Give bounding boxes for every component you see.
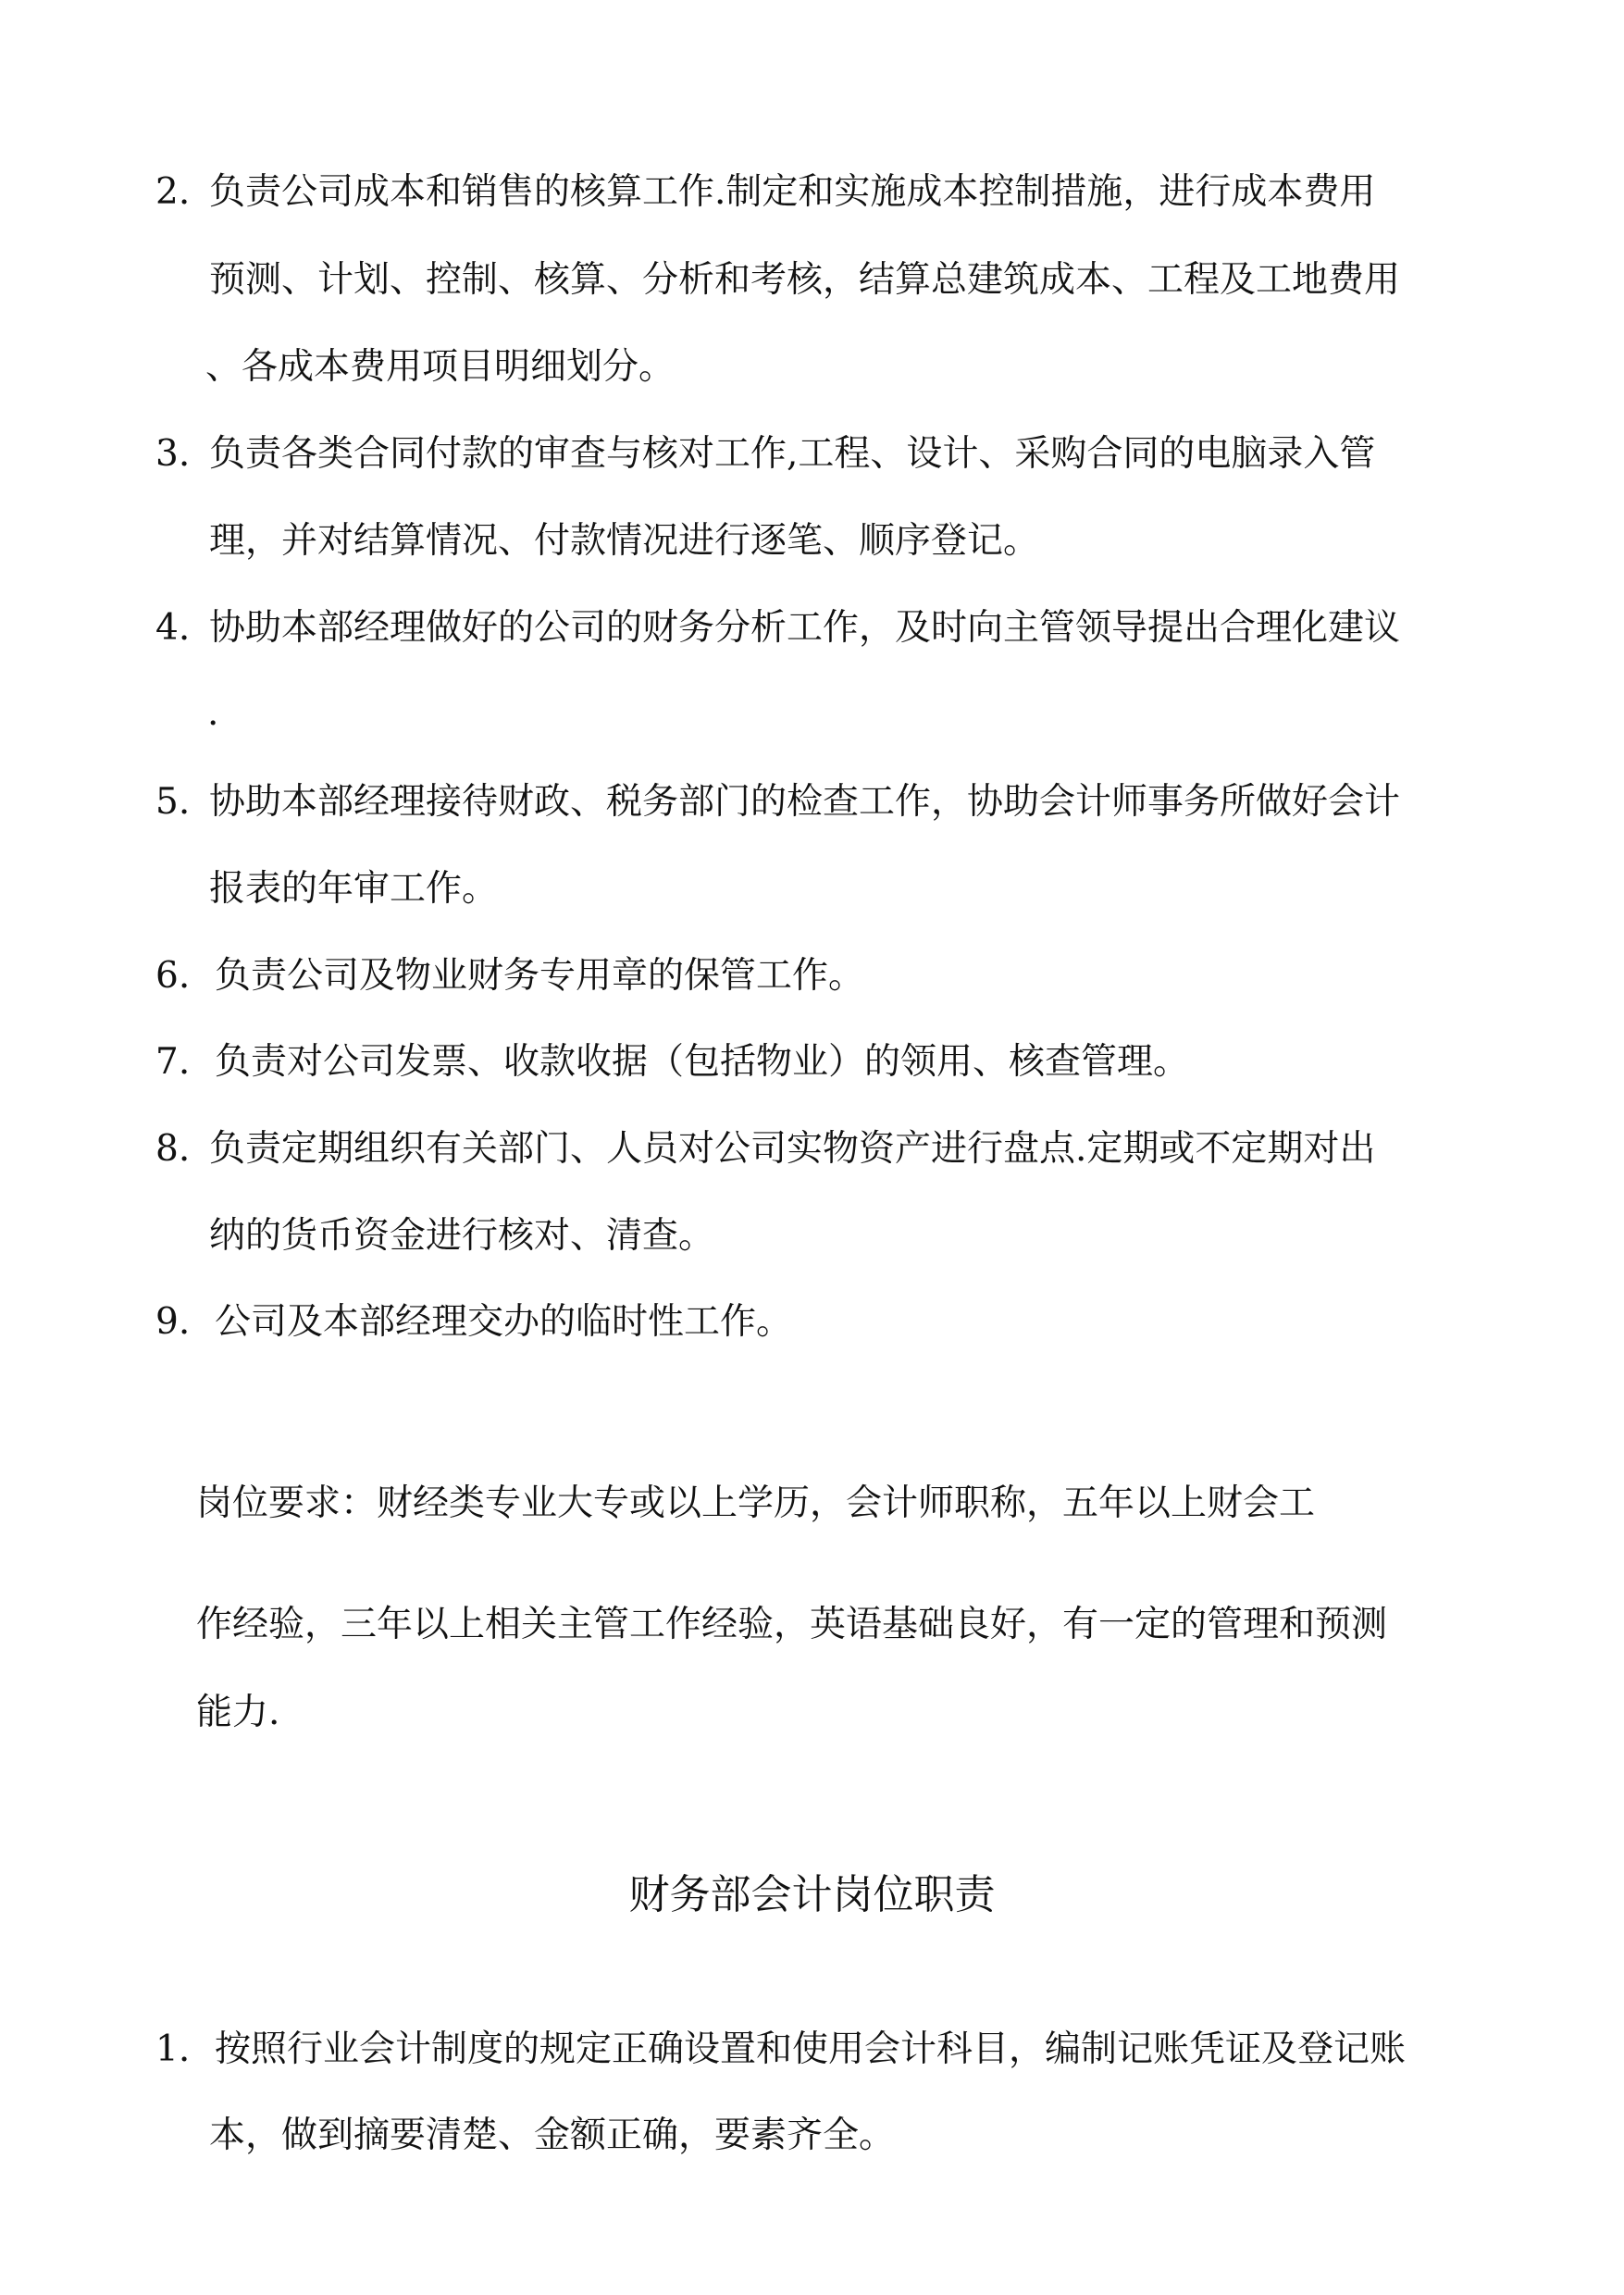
duty-number: 6. [155, 955, 191, 997]
duty-number: 1. [155, 2028, 191, 2070]
duty-text-line: 按照行业会计制度的规定正确设置和使用会计科目，编制记账凭证及登记账 [215, 2028, 1407, 2070]
duty-text-line: 理，并对结算情况、付款情况进行逐笔、顺序登记。 [209, 520, 1040, 562]
section-title: 财务部会计岗位职责 [628, 1871, 996, 1918]
duty-number: 7. [155, 1041, 191, 1083]
requirements-line: 作经验，三年以上相关主管工作经验，英语基础良好，有一定的管理和预测 [196, 1604, 1388, 1645]
requirements-line: 岗位要求：财经类专业大专或以上学历，会计师职称，五年以上财会工 [196, 1482, 1316, 1524]
duty-number: 3. [155, 433, 191, 475]
duty-number: 4. [155, 607, 191, 649]
duty-number: 5. [155, 781, 191, 823]
duty-text-line: 本，做到摘要清楚、金额正确，要素齐全。 [209, 2115, 896, 2156]
duty-text-line: 负责定期组织有关部门、人员对公司实物资产进行盘点.定期或不定期对出 [209, 1128, 1376, 1170]
duty-text-line: 负责公司及物业财务专用章的保管工作。 [215, 955, 865, 997]
duty-number: 8. [155, 1128, 191, 1170]
duty-text-line: . [207, 692, 219, 734]
duty-text-line: 负责对公司发票、收款收据（包括物业）的领用、核查管理。 [215, 1041, 1190, 1083]
duty-text-line: 负责公司成本和销售的核算工作.制定和实施成本控制措施，进行成本费用 [209, 171, 1376, 213]
duty-text-line: 预测、计划、控制、核算、分析和考核，结算总建筑成本、工程及工地费用 [209, 259, 1401, 301]
duty-text-line: 协助本部经理接待财政、税务部门的检查工作，协助会计师事务所做好会计 [209, 781, 1401, 823]
duty-text-line: 、各成本费用项目明细划分。 [205, 346, 676, 388]
duty-text-line: 协助本部经理做好的公司的财务分析工作，及时向主管领导提出合理化建议 [209, 607, 1401, 649]
requirements-line: 能力. [196, 1692, 280, 1733]
duty-text-line: 负责各类合同付款的审查与核对工作,工程、设计、采购合同的电脑录入管 [209, 433, 1376, 475]
duty-number: 9. [155, 1301, 191, 1343]
duty-text-line: 纳的货币资金进行核对、清查。 [209, 1215, 715, 1257]
duty-number: 2. [155, 171, 191, 213]
duty-text-line: 报表的年审工作。 [209, 868, 499, 910]
duty-text-line: 公司及本部经理交办的临时性工作。 [215, 1301, 793, 1343]
